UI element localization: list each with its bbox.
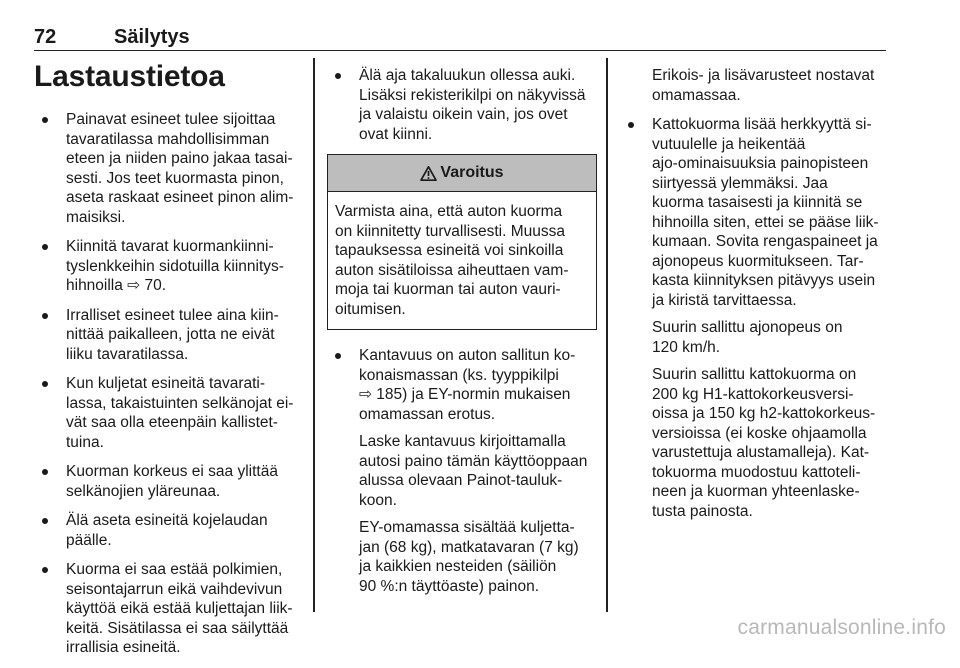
text-line: autosi paino tämän käyttöoppaan	[359, 452, 588, 470]
text-line: siirtyessä ylemmäksi. Jaa	[652, 174, 828, 192]
text-line: versioissa (ei koske ohjaamolla	[652, 424, 867, 442]
text-line: tokuorma muodostuu kattoteli-	[652, 463, 861, 481]
text-line: oitumisen.	[335, 300, 406, 318]
paragraph	[652, 365, 890, 521]
text-line: EY-omamassa sisältää kuljetta-	[359, 519, 575, 536]
text-line: on kiinnitetty turvallisesti. Muussa	[335, 222, 566, 240]
text-line: irrallisia esineitä.	[66, 639, 181, 656]
list-item	[34, 306, 304, 365]
text-line: kumaan. Sovita rengaspaineet ja	[652, 233, 878, 250]
list-item	[34, 237, 304, 296]
list-item	[620, 115, 890, 521]
text-line: Kantavuus on auton sallitun ko-	[359, 347, 576, 364]
warning-triangle-icon	[420, 166, 437, 181]
text-line: Kuorman korkeus ei saa ylittää	[66, 463, 278, 480]
text-line: päälle.	[66, 531, 112, 549]
text-line: kasta kiinnityksen pitävyys usein	[652, 272, 876, 289]
text-line: Laske kantavuus kirjoittamalla	[359, 433, 566, 450]
text-line: omamassan erotus.	[359, 405, 496, 423]
text-line: keitä. Sisätilassa ei saa säilyttää	[66, 619, 289, 637]
text-line: tuina.	[66, 433, 104, 451]
text-line: koon.	[359, 491, 397, 509]
text-line: Älä aseta esineitä kojelaudan	[66, 512, 268, 529]
watermark: carmanualsonline.info	[737, 616, 946, 639]
text-line: seisontajarrun eikä vaihdevivun	[66, 580, 283, 598]
page-title: Lastaustietoa	[34, 60, 225, 93]
list-item-text	[652, 115, 890, 310]
list-item	[34, 110, 304, 227]
text-line: Suurin sallittu ajonopeus on	[652, 319, 843, 336]
text-line: selkänojien yläreunaa.	[66, 482, 221, 500]
column-divider-2	[606, 58, 608, 612]
text-line: eteen ja niiden paino jakaa tasai-	[66, 150, 293, 167]
text-line: 120 km/h.	[652, 338, 721, 356]
text-line: ja kaikkien nesteiden (säiliön	[359, 558, 557, 575]
paragraph	[359, 432, 597, 510]
text-line: auton sisätiloissa aiheuttaen vam-	[335, 261, 569, 279]
column-3	[620, 66, 890, 531]
text-line: ja valaistu oikein vain, jos ovet	[359, 106, 568, 123]
text-line: Suurin sallittu kattokuorma on	[652, 366, 857, 383]
list-item	[327, 66, 597, 144]
warning-header	[328, 155, 596, 192]
text-line: Lisäksi rekisterikilpi on näkyvissä	[359, 86, 586, 104]
column-1	[34, 110, 304, 668]
text-line: Kuorma ei saa estää polkimien,	[66, 561, 283, 578]
text-line: Irralliset esineet tulee aina kiin-	[66, 306, 279, 324]
list-item	[34, 560, 304, 658]
text-line: tusta painosta.	[652, 502, 753, 520]
text-line: tavaratilassa mahdollisimman	[66, 130, 270, 148]
text-line: ja kiristä tarvittaessa.	[652, 291, 797, 309]
text-line: ajo-ominaisuuksia painopisteen	[652, 155, 869, 172]
text-line: Varmista aina, että auton kuorma	[335, 203, 563, 220]
paragraph	[652, 318, 890, 357]
list-item-text	[359, 346, 597, 424]
warning-text	[328, 192, 596, 329]
column-divider-1	[313, 58, 315, 612]
text-line: lassa, takaistuinten selkänojat ei-	[66, 394, 294, 412]
text-line: aseta raskaat esineet pinon alim-	[66, 189, 294, 206]
bullet-list	[34, 110, 304, 658]
list-item	[34, 511, 304, 550]
text-line: nittää paikalleen, jotta ne eivät	[66, 326, 275, 343]
warning-label: Varoitus	[440, 164, 504, 182]
text-line: moja tai kuorman tai auton vauri-	[335, 281, 561, 298]
column-2	[327, 66, 597, 606]
text-line: hihnoilla ⇨ 70.	[66, 277, 167, 294]
text-line: omamassaa.	[652, 86, 741, 104]
page-number: 72	[34, 26, 57, 48]
text-line: kuorma tasaisesti ja kiinnitä se	[652, 194, 863, 211]
text-line: tyslenkkeihin sidotuilla kiinnitys-	[66, 257, 284, 275]
section-title: Säilytys	[114, 26, 190, 48]
text-line: alussa olevaan Painot-tauluk-	[359, 472, 563, 489]
list-item	[34, 462, 304, 501]
text-line: sesti. Jos teet kuormasta pinon,	[66, 169, 284, 187]
text-line: ⇨ 185) ja EY-normin mukaisen	[359, 386, 571, 403]
text-line: jan (68 kg), matkatavaran (7 kg)	[359, 538, 579, 556]
text-line: liiku tavaratilassa.	[66, 345, 189, 363]
text-line: 200 kg H1-kattokorkeusversi-	[652, 385, 854, 403]
text-line: Painavat esineet tulee sijoittaa	[66, 111, 276, 128]
text-line: vutuulelle ja heikentää	[652, 135, 806, 153]
text-line: ovat kiinni.	[359, 125, 433, 143]
list-item	[327, 346, 597, 596]
paragraph	[620, 66, 890, 105]
text-line: Kattokuorma lisää herkkyyttä si-	[652, 116, 872, 133]
text-line: konaismassan (ks. tyyppikilpi	[359, 366, 559, 384]
list-item	[34, 374, 304, 452]
text-line: maisiksi.	[66, 208, 126, 226]
text-line: vät saa olla eteenpäin kallistet-	[66, 414, 278, 431]
list-item-text	[359, 66, 597, 144]
text-line: neen ja kuorman yhteenlaske-	[652, 483, 860, 500]
text-line: Älä aja takaluukun ollessa auki.	[359, 67, 576, 84]
page-header	[34, 26, 886, 51]
text-line: hihnoilla siten, ettei se pääse liik-	[652, 213, 879, 231]
text-line: ajonopeus kuormitukseen. Tar-	[652, 252, 864, 270]
warning-box	[327, 154, 597, 330]
text-line: käyttöä eikä estää kuljettajan liik-	[66, 600, 293, 617]
text-line: Erikois- ja lisävarusteet nostavat	[652, 67, 875, 84]
text-line: varustettuja alustamalleja). Kat-	[652, 444, 870, 461]
paragraph	[359, 518, 597, 596]
text-line: Kiinnitä tavarat kuormankiinni-	[66, 238, 274, 255]
text-line: Kun kuljetat esineitä tavarati-	[66, 375, 266, 392]
text-line: tapauksessa esineitä voi sinkoilla	[335, 242, 564, 259]
text-line: oissa ja 150 kg h2-kattokorkeus-	[652, 405, 876, 422]
text-line: 90 %:n täyttöaste) painon.	[359, 577, 540, 595]
